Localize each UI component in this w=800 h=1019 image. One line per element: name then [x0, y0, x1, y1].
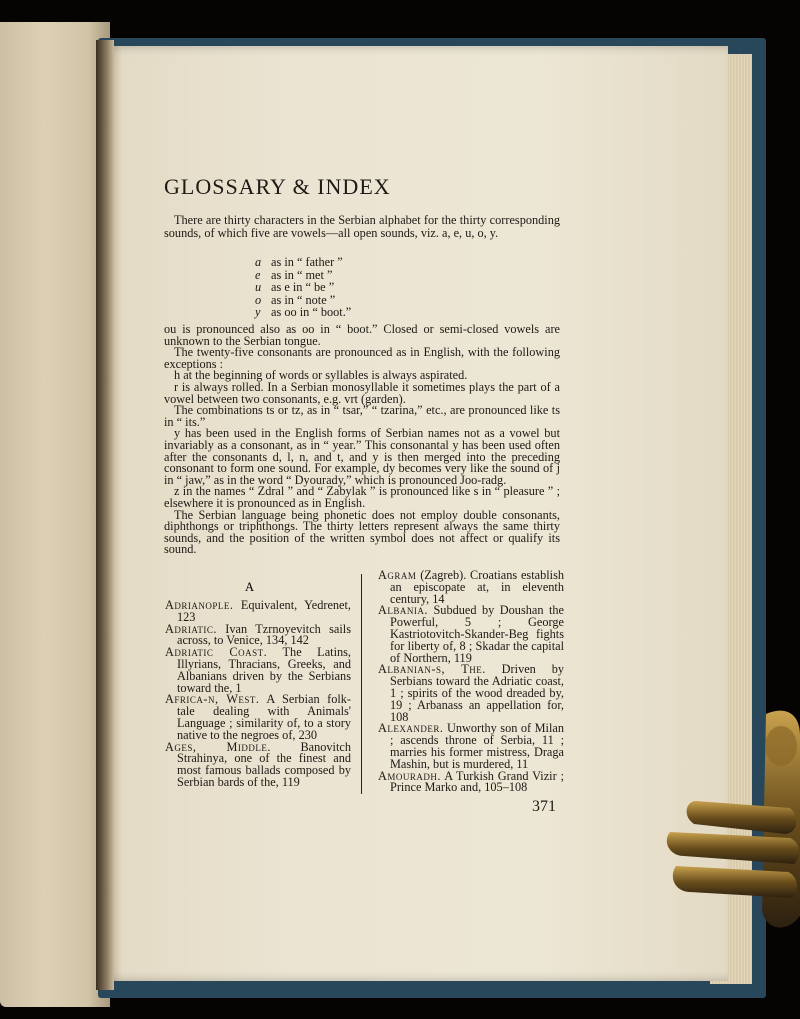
index-entry: Africa-n, West. A Serbian folk-tale dealing with Animals' Language ; similarity of, to a story native to the negroes of, 230	[165, 692, 351, 742]
book-gutter	[96, 40, 114, 990]
note-paragraph: The combinations ts or tz, as in “ tsar,” “ tzarina,” etc., are pronounced like ts in “ its.”	[164, 403, 560, 429]
page-title: GLOSSARY & INDEX	[164, 174, 391, 199]
note-paragraph: h at the beginning of words or syllables is always aspirated.	[174, 368, 468, 383]
index-entry: Amouradh. A Turkish Grand Vizir ; Prince Marko and, 105–108	[378, 768, 564, 795]
vowel-row: u as e in “ be ”	[255, 280, 335, 295]
left-page	[0, 22, 110, 1007]
index-column-right	[378, 570, 564, 794]
vowel-row: y as oo in “ boot.”	[255, 305, 352, 320]
index-column-left	[165, 580, 351, 789]
note-paragraph: The twenty-five consonants are pronounced as in English, with the following exceptions :	[164, 345, 560, 371]
note-paragraph: ou is pronounced also as oo in “ boot.” Closed or semi-closed vowels are unknown to the Serbian tongue.	[164, 322, 560, 348]
note-paragraph: The Serbian language being phonetic does not employ double consonants, diphthongs or triphthongs. The thirty letters represent always the same thirty sounds, and the position of the written symbol does not affect or qualify its sound.	[164, 507, 560, 557]
index-entry: Adriatic. Ivan Tzrnoyevitch sails across, to Venice, 134, 142	[165, 621, 351, 648]
index-entry: Ages, Middle. Banovitch Strahinya, one of the finest and most famous ballads composed by Serbian bards of the, 119	[165, 739, 351, 789]
index-entry: Albania. Subdued by Doushan the Powerful, 5 ; George Kastriotovitch-Skander-Beg fights for liberty of, 8 ; Skadar the capital of Northern, 119	[378, 603, 564, 665]
vowel-row: e as in “ met ”	[255, 267, 333, 282]
index-entry: Albanian-s, The. Driven by Serbians toward the Adriatic coast, 1 ; spirits of the wood dreaded by, 19 ; Arbanass an appellation for, 108	[378, 662, 564, 724]
page-number: 371	[532, 798, 556, 815]
column-divider	[361, 574, 362, 794]
index-entry: Adriatic Coast. The Latins, Illyrians, Thracians, Greeks, and Albanians driven by the Serbians toward the, 1	[165, 645, 351, 695]
vowel-row: o as in “ note ”	[255, 292, 336, 307]
pronunciation-notes	[164, 324, 560, 556]
note-paragraph: y has been used in the English forms of Serbian names not as a vowel but invariably as a consonant, as in “ year.” This consonantal y has been used often after the consonants d, l, n, and t, and y is then merged into the preceding consonant to form one sound. For example, dy becomes very like the sound of j in “ jaw,” as in the word “ Dyourady,” which is pronounced Joo-radg.	[164, 426, 560, 487]
index-entry: Adrianople. Equivalent, Yedrenet, 123	[165, 598, 352, 624]
section-letter: A	[245, 580, 255, 594]
index-entry: Agram (Zagreb). Croatians establish an episcopate at, in eleventh century, 14	[378, 568, 564, 606]
index-entry: Alexander. Unworthy son of Milan ; ascends throne of Serbia, 11 ; marries his former mistress, Draga Mashin, but is murdered, 11	[378, 721, 564, 771]
vowel-table	[255, 256, 351, 319]
vowel-row: a as in “ father ”	[255, 255, 343, 269]
intro-paragraph: There are thirty characters in the Serbian alphabet for the thirty corresponding sounds, of which five are vowels—all open sounds, viz. a, e, u, o, y.	[164, 213, 560, 240]
note-paragraph: r is always rolled. In a Serbian monosyllable it sometimes plays the part of a vowel between two consonants, e.g. vrt (garden).	[164, 379, 560, 406]
note-paragraph: z in the names “ Zdral ” and “ Zabylak ” is pronounced like s in “ pleasure ” ; elsewhere it is pronounced as in English.	[164, 484, 560, 510]
brass-book-clip	[666, 706, 800, 936]
